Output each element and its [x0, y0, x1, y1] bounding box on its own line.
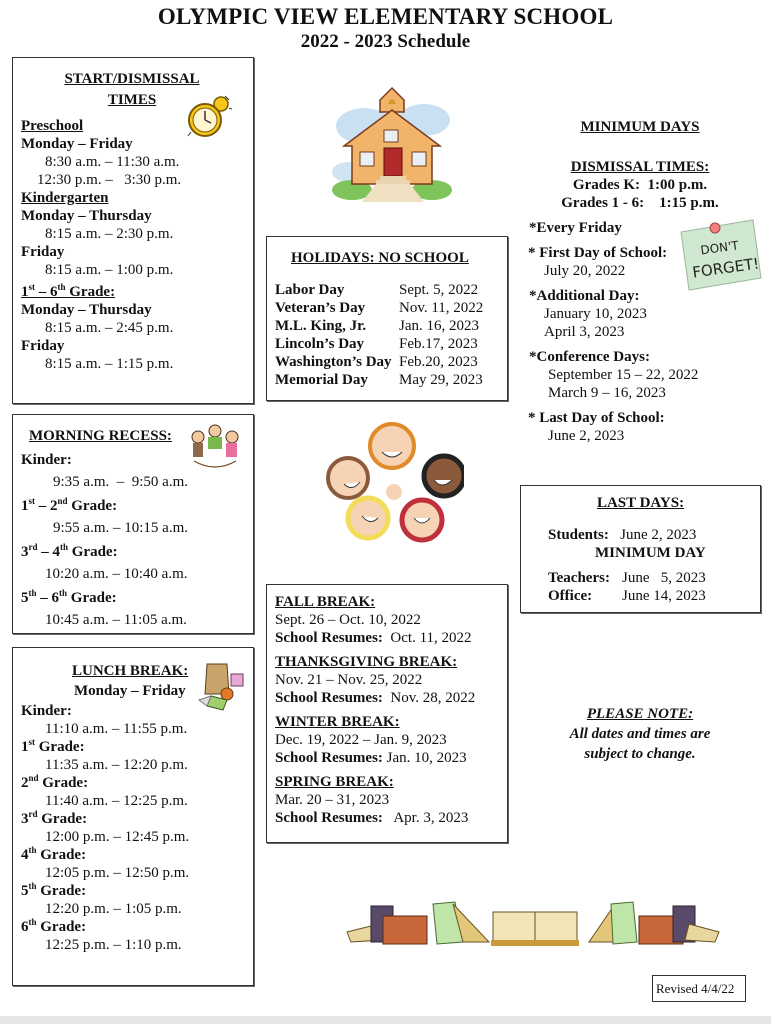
lunch-grade-a: 2: [21, 775, 29, 791]
recess-time: 10:45 a.m. – 11:05 a.m.: [45, 612, 187, 628]
please-note-heading: PLEASE NOTE:: [586, 706, 694, 722]
break-resumes-date: Jan. 10, 2023: [382, 750, 467, 766]
recess-grade-b: – 6: [36, 590, 60, 606]
grades-label-a-sup: st: [28, 282, 35, 292]
recess-grade-a: Kinder:: [21, 452, 72, 468]
page-bottom-bar: [0, 1016, 771, 1024]
break-resumes-date: Apr. 3, 2023: [382, 810, 469, 826]
holiday-row: [275, 299, 507, 317]
please-note: [540, 704, 740, 764]
kinder-time-2: 8:15 a.m. – 1:00 p.m.: [45, 262, 174, 278]
preschool-days: Monday – Friday: [21, 136, 133, 152]
additional-day-2: April 3, 2023: [544, 324, 625, 340]
lunch-time: 11:35 a.m. – 12:20 p.m.: [45, 757, 188, 773]
break-resumes-label: School Resumes:: [275, 750, 383, 766]
break-range: Mar. 20 – 31, 2023: [275, 792, 390, 808]
grades-days-1: Monday – Thursday: [21, 302, 152, 318]
break-resumes-label: School Resumes:: [275, 690, 383, 706]
conference-days-label: *Conference Days:: [529, 349, 650, 365]
grades-time-2: 8:15 a.m. – 1:15 p.m.: [45, 356, 174, 372]
holiday-name: M.L. King, Jr.: [275, 318, 367, 334]
revised-date: Revised 4/4/22: [652, 975, 746, 1002]
recess-grade-a-sup: rd: [28, 542, 38, 552]
lunch-time: 12:20 p.m. – 1:05 p.m.: [45, 901, 182, 917]
office-label: Office:: [548, 588, 593, 604]
lunch-grade-a-sup: nd: [28, 773, 39, 783]
lunch-grade-a: 5: [21, 883, 29, 899]
breaks-box: [266, 584, 508, 843]
recess-grade-b-sup: th: [60, 542, 69, 552]
holiday-row: [275, 317, 507, 335]
teachers-date: June 5, 2023: [622, 570, 706, 586]
break-range: Sept. 26 – Oct. 10, 2022: [275, 612, 421, 628]
grades-1-6-dismissal: Grades 1 - 6: 1:15 p.m.: [561, 195, 719, 211]
lunch-grade-label: [21, 918, 253, 936]
lunch-grade-label: [21, 774, 253, 792]
first-day-date: July 20, 2022: [544, 263, 626, 279]
break-heading: THANKSGIVING BREAK:: [275, 654, 458, 670]
holiday-date: Feb.17, 2023: [399, 336, 478, 352]
recess-grade-b: – 4: [37, 544, 60, 560]
books-border-icon: [343, 890, 723, 950]
start-dismissal-heading-1: START/DISMISSAL: [64, 71, 200, 87]
break-heading: WINTER BREAK:: [275, 714, 400, 730]
recess-grade-a-sup: st: [28, 496, 35, 506]
additional-day-1: January 10, 2023: [544, 306, 647, 322]
lunch-grade-c: Grade:: [37, 811, 88, 827]
lunch-grade-a-sup: st: [28, 737, 35, 747]
holidays-heading: HOLIDAYS: NO SCHOOL: [291, 250, 469, 266]
lunch-bag-icon: [197, 660, 247, 712]
holidays-list: [275, 281, 507, 389]
lunch-time: 12:00 p.m. – 12:45 p.m.: [45, 829, 190, 845]
students-label: Students:: [548, 527, 609, 543]
kids-circle-icon: [322, 422, 464, 550]
office-date: June 14, 2023: [622, 588, 706, 604]
every-friday: *Every Friday: [529, 220, 622, 236]
recess-grade-b: – 2: [35, 498, 58, 514]
lunch-grade-c: Grade:: [36, 883, 87, 899]
teachers-label: Teachers:: [548, 570, 610, 586]
recess-time: 10:20 a.m. – 10:40 a.m.: [45, 566, 188, 582]
break-range: Dec. 19, 2022 – Jan. 9, 2023: [275, 732, 447, 748]
please-note-line-1: All dates and times are: [569, 726, 711, 742]
preschool-label: Preschool: [21, 118, 84, 134]
minimum-day-label: MINIMUM DAY: [595, 545, 706, 561]
lunch-heading: LUNCH BREAK:: [72, 663, 189, 679]
kinder-days-1: Monday – Thursday: [21, 208, 152, 224]
dismissal-times-heading: DISMISSAL TIMES:: [570, 159, 710, 175]
grades-k-dismissal: Grades K: 1:00 p.m.: [572, 177, 708, 193]
lunch-grade-c: Grade:: [36, 919, 87, 935]
holiday-date: Jan. 16, 2023: [399, 318, 479, 334]
holiday-name: Veteran’s Day: [275, 300, 366, 316]
preschool-time-1: 8:30 a.m. – 11:30 a.m.: [45, 154, 180, 170]
lunch-grade-label: [21, 846, 253, 864]
holiday-row: [275, 335, 507, 353]
page-subtitle: 2022 - 2023 Schedule: [300, 31, 471, 52]
break-resumes: [275, 689, 507, 707]
last-day-label: * Last Day of School:: [528, 410, 665, 426]
last-days-box: [520, 485, 761, 613]
holiday-name: Memorial Day: [275, 372, 368, 388]
lunch-grade-c: Grade:: [36, 847, 87, 863]
break-resumes: [275, 749, 507, 767]
grades-days-2: Friday: [21, 338, 65, 354]
recess-heading: MORNING RECESS:: [29, 428, 172, 444]
holiday-name: Lincoln’s Day: [275, 336, 365, 352]
break-resumes-date: Nov. 28, 2022: [382, 690, 476, 706]
start-dismissal-heading-2: TIMES: [107, 92, 157, 108]
lunch-grade-label: [21, 738, 253, 756]
lunch-grade-a-sup: th: [28, 917, 37, 927]
recess-grade-label: [21, 589, 253, 607]
lunch-break-box: [12, 647, 254, 986]
recess-grade-a: 1: [21, 498, 29, 514]
break-resumes: [275, 629, 507, 647]
recess-time: 9:55 a.m. – 10:15 a.m.: [53, 520, 188, 536]
lunch-grade-a: Kinder:: [21, 703, 72, 719]
lunch-time: 11:40 a.m. – 12:25 p.m.: [45, 793, 188, 809]
lunch-time: 12:05 p.m. – 12:50 p.m.: [45, 865, 190, 881]
kids-jump-rope-icon: [188, 423, 242, 469]
holiday-date: Nov. 11, 2022: [399, 300, 484, 316]
holiday-row: [275, 353, 507, 371]
kinder-days-2: Friday: [21, 244, 65, 260]
breaks-list: [275, 593, 507, 827]
grades-label-c: Grade:: [65, 284, 116, 300]
last-day-date: June 2, 2023: [548, 428, 625, 444]
holiday-date: Feb.20, 2023: [399, 354, 478, 370]
students-date: June 2, 2023: [620, 527, 697, 543]
grades-label-a: 1: [21, 284, 29, 300]
lunch-time: 11:10 a.m. – 11:55 p.m.: [45, 721, 188, 737]
recess-list: [21, 451, 253, 629]
morning-recess-box: [12, 414, 254, 634]
lunch-grade-c: Grade:: [38, 775, 89, 791]
svg-text:DON'T: DON'T: [699, 238, 740, 258]
kinder-time-1: 8:15 a.m. – 2:30 p.m.: [45, 226, 174, 242]
holiday-row: [275, 371, 507, 389]
recess-grade-a: 5: [21, 590, 29, 606]
preschool-time-2: 12:30 p.m. – 3:30 p.m.: [37, 172, 182, 188]
last-days-heading: LAST DAYS:: [596, 495, 685, 511]
recess-grade-c: Grade:: [67, 498, 118, 514]
break-heading: FALL BREAK:: [275, 594, 376, 610]
svg-text:FORGET!: FORGET!: [691, 254, 761, 282]
break-resumes-date: Oct. 11, 2022: [382, 630, 472, 646]
holiday-name: Labor Day: [275, 282, 345, 298]
alarm-clock-icon: [185, 94, 233, 142]
recess-grade-b-sup: nd: [57, 496, 68, 506]
holidays-box: [266, 236, 508, 401]
lunch-grade-label: [21, 810, 253, 828]
break-heading: SPRING BREAK:: [275, 774, 394, 790]
recess-grade-c: Grade:: [68, 544, 118, 560]
holiday-date: Sept. 5, 2022: [399, 282, 479, 298]
page-title: OLYMPIC VIEW ELEMENTARY SCHOOL: [157, 4, 614, 29]
holiday-date: May 29, 2023: [399, 372, 483, 388]
conference-days-2: March 9 – 16, 2023: [548, 385, 666, 401]
break-resumes-label: School Resumes:: [275, 810, 383, 826]
kinder-label: Kindergarten: [21, 190, 109, 206]
lunch-grade-a-sup: th: [28, 845, 37, 855]
additional-day-label: *Additional Day:: [529, 288, 640, 304]
grades-label: [21, 283, 253, 301]
lunch-days: Monday – Friday: [74, 683, 186, 699]
recess-grade-b-sup: th: [59, 588, 68, 598]
recess-grade-a: 3: [21, 544, 29, 560]
recess-grade-c: Grade:: [67, 590, 117, 606]
lunch-grade-a: 4: [21, 847, 29, 863]
conference-days-1: September 15 – 22, 2022: [548, 367, 699, 383]
lunch-grade-a: 1: [21, 739, 29, 755]
schoolhouse-icon: [332, 86, 452, 204]
lunch-grade-label: [21, 882, 253, 900]
grades-label-b: – 6: [35, 284, 58, 300]
lunch-grade-a: 6: [21, 919, 29, 935]
grades-time-1: 8:15 a.m. – 2:45 p.m.: [45, 320, 174, 336]
lunch-grade-a-sup: rd: [28, 809, 38, 819]
start-dismissal-box: [12, 57, 254, 404]
recess-grade-a-sup: th: [28, 588, 37, 598]
lunch-list: [21, 702, 253, 954]
dont-forget-note-icon: [679, 218, 763, 292]
recess-time: 9:35 a.m. – 9:50 a.m.: [53, 474, 188, 490]
break-resumes-label: School Resumes:: [275, 630, 383, 646]
grades-label-b-sup: th: [57, 282, 66, 292]
please-note-line-2: subject to change.: [584, 746, 696, 762]
holiday-row: [275, 281, 507, 299]
recess-grade-label: [21, 497, 253, 515]
lunch-time: 12:25 p.m. – 1:10 p.m.: [45, 937, 182, 953]
break-range: Nov. 21 – Nov. 25, 2022: [275, 672, 423, 688]
minimum-days-heading: MINIMUM DAYS: [580, 119, 700, 135]
lunch-grade-c: Grade:: [35, 739, 85, 755]
first-day-label: * First Day of School:: [528, 245, 668, 261]
recess-grade-label: [21, 543, 253, 561]
holiday-name: Washington’s Day: [275, 354, 392, 370]
lunch-grade-a: 3: [21, 811, 29, 827]
lunch-grade-a-sup: th: [28, 881, 37, 891]
break-resumes: [275, 809, 507, 827]
